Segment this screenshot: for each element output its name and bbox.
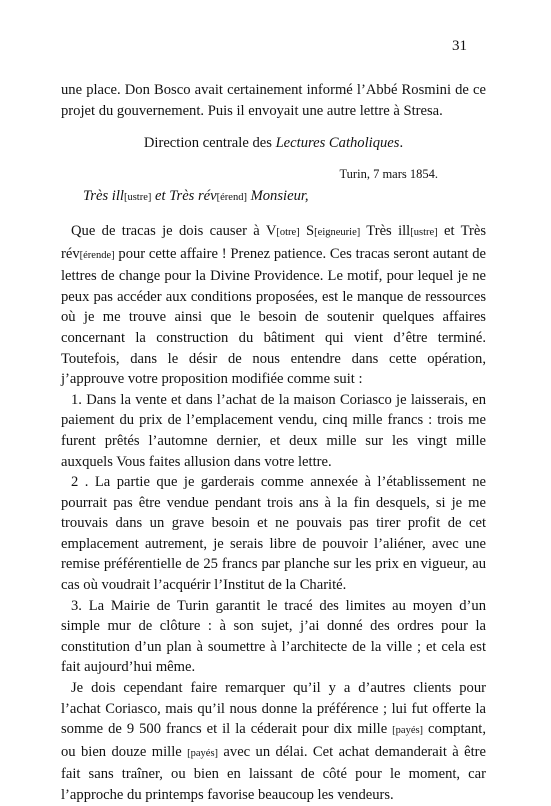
- paragraph-5: [61, 678, 486, 806]
- heading-suffix: .: [399, 135, 404, 152]
- intro-paragraph: une place. Don Bosco avait certainement informé l’Abbé Rosmini de ce projet du gouvernement. Puis il envoyait une autre lettre à Stresa.: [61, 82, 486, 119]
- p1-text-5: pour cette affaire ! Prenez patience. Ces tracas seront autant de lettres de change pour la Divine Providence. Le motif, pour lequel je ne peux pas accéder aux conditions proposées, est le manque de ressources où je me trouve ainsi que le besoin de soutenir quelques affaires concernant la construction du bâtiment qui vient d’être terminé. Toutefois, dans le désir de nous entendre dans cette opération, j’approuve votre proposition modifiée comme suit :: [61, 245, 486, 388]
- paragraph-2: 1. Dans la vente et dans l’achat de la maison Coriasco je laisserais, en paiement du prix de l’emplacement vendu, cinq mille francs : trois me furent prêtés l’automne dernier, et deux mille sur les vingt mille auxquels Vous faites allusion dans votre lettre.: [61, 391, 486, 470]
- heading-italic: Lectures Catholiques: [275, 135, 400, 152]
- paragraph-4: 3. La Mairie de Turin garantit le tracé des limites au moyen d’un simple mur de clôture : à son sujet, j’ai donné des ordres pour la constitution d’un plan à soumettre à l’architecte de la ville ; et cela est fait aujourd’hui même.: [61, 597, 486, 676]
- paragraph-1: [61, 221, 486, 390]
- p1-text-1: Que de tracas je dois causer à V: [71, 222, 277, 239]
- p1-text-2: S: [299, 222, 315, 239]
- p5-abbr-1: [payés]: [392, 725, 424, 737]
- p1-abbr-4: [érende]: [79, 249, 115, 261]
- salutation-b-abbr: [érend]: [216, 192, 247, 204]
- p1-abbr-1: [otre]: [276, 226, 300, 238]
- letter-date: Turin, 7 mars 1854.: [339, 166, 438, 181]
- letter-heading: [61, 133, 486, 154]
- salutation-b: et Très rév: [151, 188, 217, 205]
- paragraph-3: 2 . La partie que je garderais comme annexée à l’établissement ne pourrait pas être vendue pendant trois ans à la fin desquels, si je me trouvais dans un grave besoin et ne pouvais pas tirer profit de cet emplacement autrement, je serais libre de pouvoir l’aliéner, avec une remise préférentielle de 25 francs par planche sur les prix en vigueur, au cas où voudrait l’acquérir l’Institut de la Charité.: [61, 474, 486, 594]
- letter-body: [61, 80, 486, 806]
- p5-text-3: avec un délai. Cet achat demanderait à être fait sans traîner, ou bien en laissant de côté pour le moment, car l’approche du printemps favorise beaucoup les vendeurs.: [61, 743, 486, 803]
- p5-abbr-2: [payés]: [187, 747, 219, 759]
- p5-text-2: comptant, ou bien douze mille: [61, 721, 486, 760]
- page-number: 31: [452, 38, 467, 54]
- p5-text-1: Je dois cependant faire remarquer qu’il y a d’autres clients pour l’achat Coriasco, mais qu’il nous donne la préférence ; lui fut offerte la somme de 9 500 francs et il la céderait pour dix mille: [61, 680, 486, 738]
- p1-abbr-2: [eigneurie]: [314, 226, 361, 238]
- p1-abbr-3: [ustre]: [410, 226, 438, 238]
- salutation-a: Très ill: [83, 188, 124, 205]
- salutation-c: Monsieur,: [246, 188, 309, 205]
- p1-text-4: et Très rév: [61, 222, 487, 262]
- p1-text-3: Très ill: [360, 222, 411, 239]
- salutation-a-abbr: [ustre]: [123, 192, 152, 204]
- salutation: [83, 186, 486, 209]
- heading-prefix: Direction centrale des: [143, 135, 276, 152]
